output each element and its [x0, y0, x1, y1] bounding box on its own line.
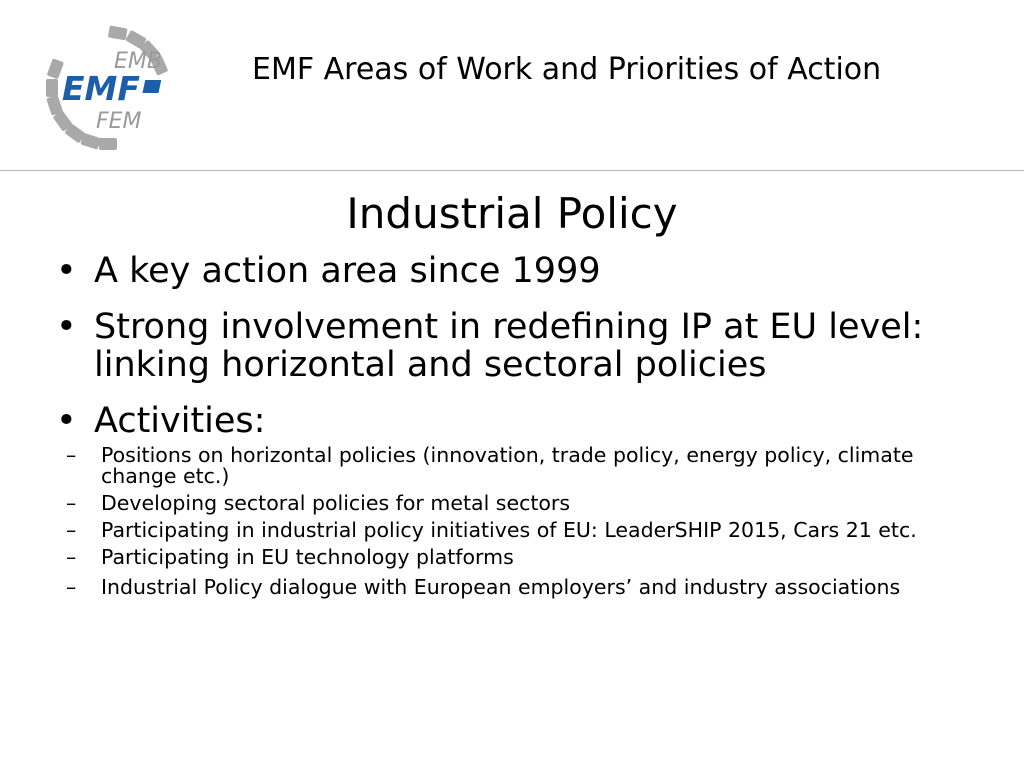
bullet-text: Strong involvement in redefining IP at EU level: linking horizontal and sectoral policies — [94, 307, 924, 385]
bullet-marker: • — [56, 307, 77, 347]
bullet-marker: • — [56, 251, 77, 291]
sub-bullet-marker: – — [66, 545, 77, 569]
logo-arc-segment — [108, 25, 128, 40]
bullet-list — [56, 252, 956, 606]
sub-bullet-item — [56, 574, 971, 600]
bullet-marker: • — [56, 401, 77, 441]
sub-bullet-item — [56, 493, 971, 514]
bullet-item — [56, 252, 956, 290]
sub-bullet-item — [56, 520, 971, 541]
sub-bullet-item — [56, 547, 971, 568]
sub-bullet-text: Participating in EU technology platforms — [101, 545, 514, 569]
sub-bullet-text: Positions on horizontal policies (innovation, trade policy, energy policy, climate change etc.) — [101, 443, 914, 488]
emf-logo-graphic — [28, 20, 200, 156]
sub-bullet-list — [56, 445, 956, 600]
logo-text-emb: EMB — [114, 49, 162, 74]
bullet-text: A key action area since 1999 — [94, 251, 601, 291]
slide-title: Industrial Policy — [346, 189, 678, 238]
logo-blue-bar — [142, 80, 161, 93]
sub-bullet-text: Developing sectoral policies for metal sectors — [101, 491, 571, 515]
sub-bullet-text: Industrial Policy dialogue with European employers’ and industry associations — [101, 575, 901, 599]
sub-bullet-marker: – — [66, 443, 77, 467]
header-title: EMF Areas of Work and Priorities of Action — [252, 52, 882, 87]
logo-arc-segment — [80, 133, 101, 150]
sub-bullet-marker: – — [66, 491, 77, 515]
bullet-item — [56, 402, 956, 440]
logo-text-emf: EMF — [62, 69, 140, 108]
logo-arc-segment — [46, 79, 58, 97]
bullet-text: Activities: — [94, 401, 266, 441]
sub-bullet-marker: – — [66, 575, 77, 599]
sub-bullet-text: Participating in industrial policy initiatives of EU: LeaderSHIP 2015, Cars 21 etc. — [101, 518, 917, 542]
bullet-item — [56, 308, 956, 384]
logo-text-fem: FEM — [96, 109, 142, 134]
logo-arc-segment — [99, 138, 117, 150]
sub-bullet-item — [56, 445, 971, 487]
header-divider — [0, 170, 1024, 171]
sub-bullet-marker: – — [66, 518, 77, 542]
emf-logo — [28, 20, 200, 156]
